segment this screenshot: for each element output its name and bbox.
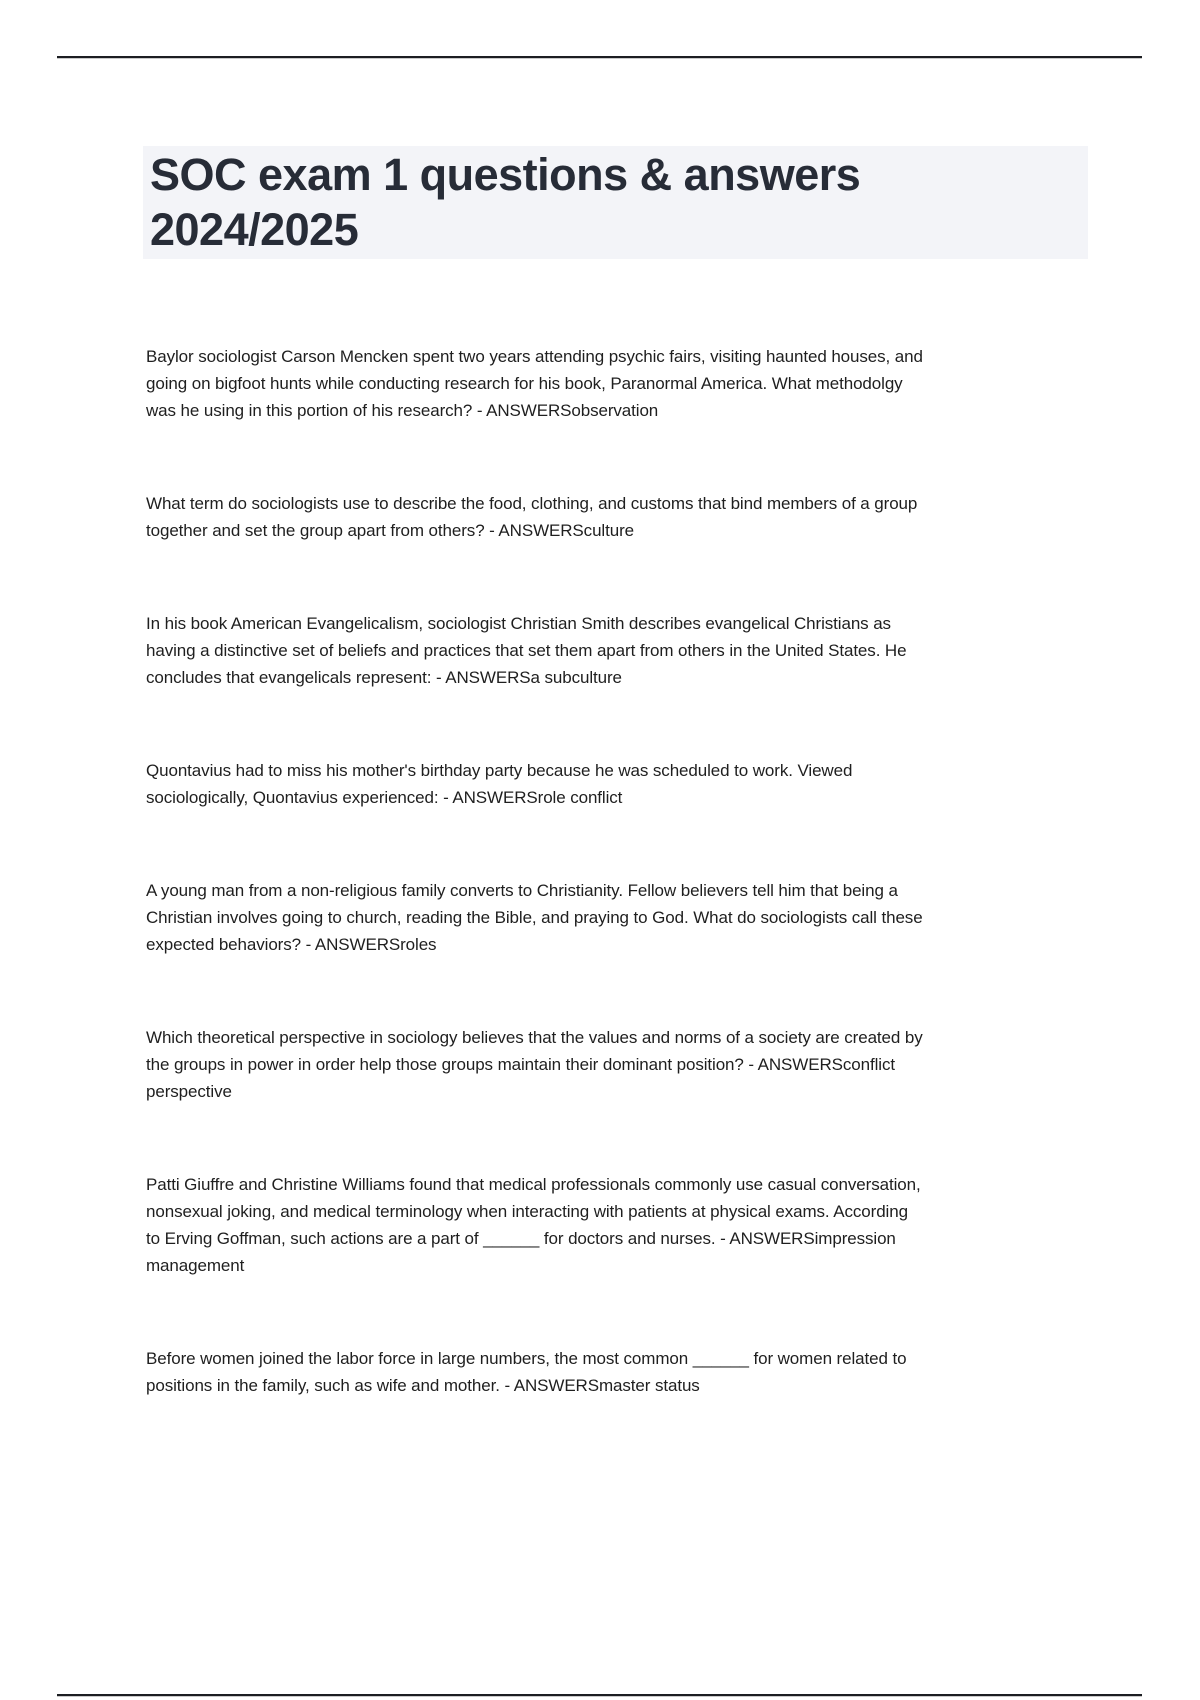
qa-line: Which theoretical perspective in sociology believes that the values and norms of a society are created by — [146, 1028, 923, 1047]
document-title-block — [143, 146, 1088, 259]
qa-line: Before women joined the labor force in large numbers, the most common ______ for women related to — [146, 1349, 907, 1368]
qa-item — [146, 343, 1076, 424]
qa-item — [146, 1024, 1076, 1105]
qa-line: to Erving Goffman, such actions are a part of ______ for doctors and nurses. - ANSWERSimpression — [146, 1229, 896, 1248]
document-body — [146, 343, 1076, 1465]
qa-line: was he using in this portion of his research? - ANSWERSobservation — [146, 401, 659, 420]
qa-line: In his book American Evangelicalism, sociologist Christian Smith describes evangelical Christians as — [146, 614, 891, 633]
qa-line: going on bigfoot hunts while conducting research for his book, Paranormal America. What methodolgy — [146, 374, 903, 393]
qa-line: positions in the family, such as wife and mother. - ANSWERSmaster status — [146, 1376, 700, 1395]
qa-item — [146, 877, 1076, 958]
qa-line: having a distinctive set of beliefs and practices that set them apart from others in the United States. He — [146, 641, 907, 660]
bottom-horizontal-rule — [57, 1694, 1142, 1697]
qa-line: What term do sociologists use to describe the food, clothing, and customs that bind members of a group — [146, 494, 918, 513]
qa-line: sociologically, Quontavius experienced: - ANSWERSrole conflict — [146, 788, 623, 807]
qa-line: Patti Giuffre and Christine Williams found that medical professionals commonly use casual conversation, — [146, 1175, 921, 1194]
document-title-line-2: 2024/2025 — [150, 204, 359, 255]
qa-line: A young man from a non-religious family converts to Christianity. Fellow believers tell him that being a — [146, 881, 898, 900]
qa-line: Christian involves going to church, reading the Bible, and praying to God. What do sociologists call these — [146, 908, 923, 927]
qa-item — [146, 610, 1076, 691]
qa-line: nonsexual joking, and medical terminology when interacting with patients at physical exams. According — [146, 1202, 908, 1221]
qa-line: perspective — [146, 1082, 232, 1101]
qa-line: management — [146, 1256, 245, 1275]
qa-item — [146, 1345, 1076, 1399]
document-title-line-1: SOC exam 1 questions & answers — [150, 149, 861, 200]
qa-line: Baylor sociologist Carson Mencken spent two years attending psychic fairs, visiting haunted houses, and — [146, 347, 923, 366]
qa-item — [146, 1171, 1076, 1279]
qa-item — [146, 490, 1076, 544]
qa-item — [146, 757, 1076, 811]
qa-line: Quontavius had to miss his mother's birthday party because he was scheduled to work. Viewed — [146, 761, 853, 780]
qa-line: concludes that evangelicals represent: - ANSWERSa subculture — [146, 668, 622, 687]
qa-line: together and set the group apart from others? - ANSWERSculture — [146, 521, 634, 540]
top-horizontal-rule — [57, 56, 1142, 59]
qa-line: the groups in power in order help those groups maintain their dominant position? - ANSWERSconflict — [146, 1055, 895, 1074]
qa-line: expected behaviors? - ANSWERSroles — [146, 935, 437, 954]
